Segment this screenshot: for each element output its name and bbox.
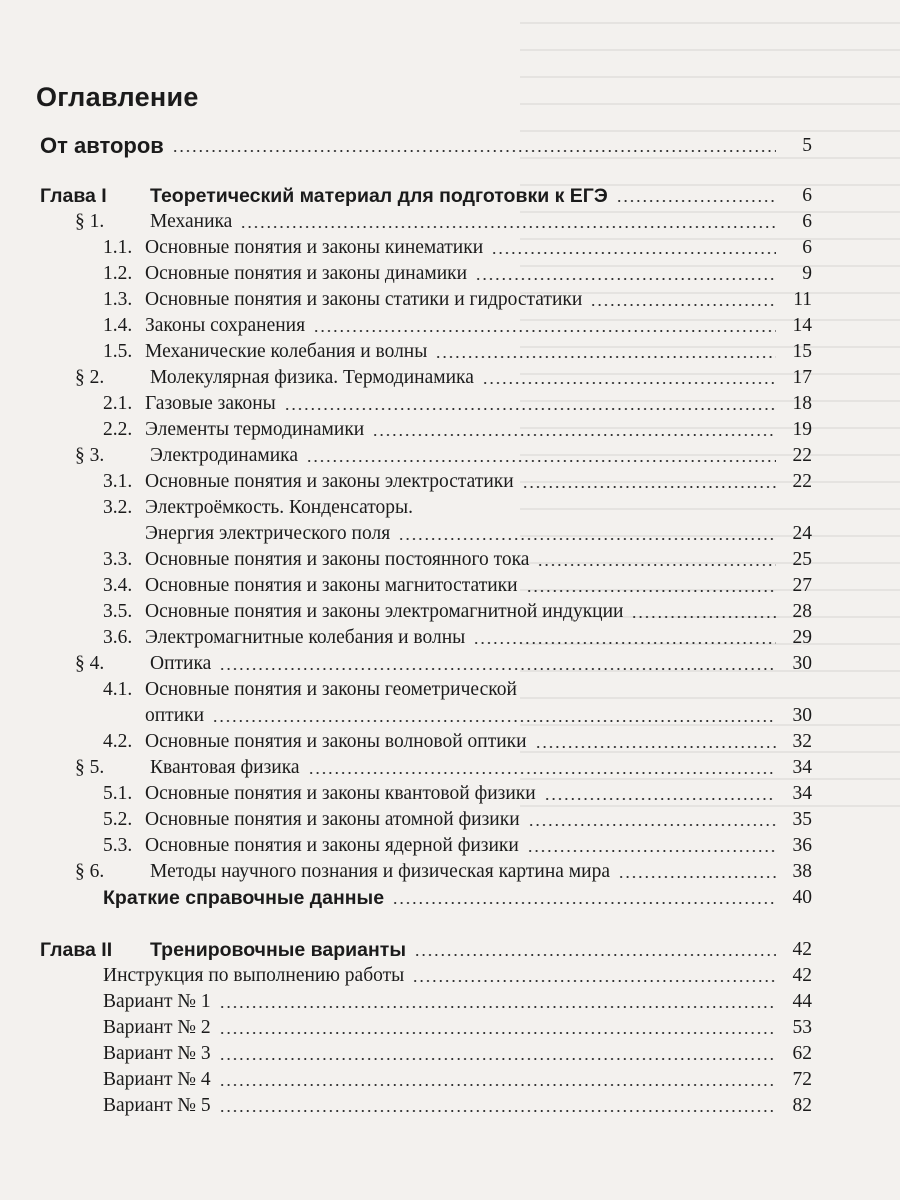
toc-entry — [0, 1092, 900, 1118]
toc-entry-title: Тренировочные варианты — [150, 939, 406, 961]
toc-entry-number: 1.4. — [103, 315, 133, 336]
toc-entry — [0, 312, 900, 338]
toc-entry-title: Основные понятия и законы магнитостатики — [145, 575, 518, 596]
toc-entry-title: Вариант № 2 — [103, 1017, 211, 1038]
toc-entry — [0, 338, 900, 364]
toc-entry-page: 6 — [802, 237, 812, 258]
dot-leader — [482, 382, 776, 384]
toc-entry — [0, 624, 900, 650]
toc-entry-number: Глава I — [40, 185, 107, 207]
toc-entry — [0, 1066, 900, 1092]
toc-entry — [0, 286, 900, 312]
dot-leader — [522, 486, 776, 488]
dot-leader — [526, 590, 776, 592]
toc-entry-page: 42 — [792, 965, 812, 986]
toc-entry-title: Оптика — [150, 653, 212, 674]
toc-entry-page: 62 — [792, 1043, 812, 1064]
toc-entry-page: 28 — [792, 601, 812, 622]
toc-entry — [0, 702, 900, 728]
toc-entry-title: Законы сохранения — [145, 315, 306, 336]
toc-entry-number: 1.2. — [103, 263, 133, 284]
toc-entry — [0, 390, 900, 416]
dot-leader — [435, 356, 776, 358]
toc-entry-title: Краткие справочные данные — [103, 887, 385, 909]
toc-entry-title: Основные понятия и законы ядерной физики — [145, 835, 519, 856]
toc-entry — [0, 234, 900, 260]
toc-entry — [0, 884, 900, 910]
toc-entry — [0, 1040, 900, 1066]
toc-entry-title: Газовые законы — [145, 393, 276, 414]
toc-entry-title: Механические колебания и волны — [145, 341, 428, 362]
toc-entry-number: Глава II — [40, 939, 113, 961]
toc-entry-number: 4.2. — [103, 731, 133, 752]
dot-leader — [219, 1032, 776, 1034]
toc-entry-page: 18 — [792, 393, 812, 414]
toc-entry-number: 5.1. — [103, 783, 133, 804]
toc-entry-page: 44 — [792, 991, 812, 1012]
toc-entry-title: Энергия электрического поля — [145, 523, 391, 544]
toc-entry — [0, 182, 900, 208]
toc-entry-number: 4.1. — [103, 679, 133, 700]
toc-entry-page: 25 — [792, 549, 812, 570]
toc-entry-page: 24 — [792, 523, 812, 544]
dot-leader — [219, 668, 776, 670]
dot-leader — [544, 798, 776, 800]
toc-entry-page: 82 — [792, 1095, 812, 1116]
toc-entry-title: Основные понятия и законы волновой оптики — [145, 731, 527, 752]
toc-entry-title: Механика — [150, 211, 233, 232]
toc-entry — [0, 364, 900, 390]
dot-leader — [491, 252, 776, 254]
dot-leader — [398, 538, 776, 540]
toc-entry-page: 34 — [792, 757, 812, 778]
toc-entry-number: 1.5. — [103, 341, 133, 362]
page-title: Оглавление — [36, 82, 199, 112]
toc-entry-page: 19 — [792, 419, 812, 440]
toc-entry-title: Основные понятия и законы постоянного тока — [145, 549, 530, 570]
toc-entry-page: 6 — [802, 211, 812, 232]
toc-entry-number: § 1. — [75, 211, 105, 232]
toc-entry — [0, 468, 900, 494]
toc-entry — [0, 1014, 900, 1040]
dot-leader — [616, 200, 776, 202]
toc-entry — [0, 780, 900, 806]
toc-entry-page: 15 — [792, 341, 812, 362]
toc-entry-title: Теоретический материал для подготовки к ЕГЭ — [150, 185, 608, 207]
dot-leader — [372, 434, 776, 436]
toc-entry-number: 1.3. — [103, 289, 133, 310]
toc-entry-title: От авторов — [40, 133, 164, 158]
toc-entry — [0, 546, 900, 572]
toc-entry — [0, 650, 900, 676]
dot-leader — [212, 720, 776, 722]
toc-entry-page: 29 — [792, 627, 812, 648]
toc-entry — [0, 806, 900, 832]
dot-leader — [308, 772, 776, 774]
dot-leader — [313, 330, 776, 332]
toc-entry-title: Основные понятия и законы геометрической — [145, 679, 517, 700]
toc-entry-number: 3.1. — [103, 471, 133, 492]
toc-entry — [0, 442, 900, 468]
toc-entry — [0, 132, 900, 158]
toc-entry-title: Основные понятия и законы электростатики — [145, 471, 514, 492]
dot-leader — [306, 460, 776, 462]
dot-leader — [535, 746, 776, 748]
toc-entry-page: 30 — [792, 705, 812, 726]
toc-entry-number: 2.1. — [103, 393, 133, 414]
toc-entry — [0, 260, 900, 286]
toc-entry-page: 40 — [792, 887, 812, 908]
toc-entry-number: § 2. — [75, 367, 105, 388]
toc-entry-title: Вариант № 4 — [103, 1069, 211, 1090]
dot-leader — [537, 564, 776, 566]
dot-leader — [528, 824, 776, 826]
dot-leader — [219, 1084, 776, 1086]
toc-entry-page: 53 — [792, 1017, 812, 1038]
toc-entry-page: 35 — [792, 809, 812, 830]
toc-entry-number: 3.6. — [103, 627, 133, 648]
dot-leader — [392, 902, 776, 904]
dot-leader — [219, 1110, 776, 1112]
toc-entry-title: Молекулярная физика. Термодинамика — [150, 367, 474, 388]
toc-entry-title: Вариант № 5 — [103, 1095, 211, 1116]
toc-entry-title: Основные понятия и законы динамики — [145, 263, 468, 284]
toc-entry — [0, 832, 900, 858]
toc-entry-page: 34 — [792, 783, 812, 804]
toc-entry-number: 3.5. — [103, 601, 133, 622]
toc-entry-page: 42 — [792, 939, 812, 960]
toc-entry — [0, 416, 900, 442]
toc-entry-title: Методы научного познания и физическая картина мира — [150, 861, 610, 882]
toc-entry — [0, 494, 900, 520]
dot-leader — [240, 226, 776, 228]
toc-entry-page: 6 — [802, 185, 812, 206]
toc-entry — [0, 728, 900, 754]
toc-entry-number: § 6. — [75, 861, 105, 882]
toc-entry-page: 22 — [792, 445, 812, 466]
toc-entry-title: Элементы термодинамики — [145, 419, 365, 440]
toc-entry-page: 36 — [792, 835, 812, 856]
toc-entry-page: 32 — [792, 731, 812, 752]
dot-leader — [412, 980, 776, 982]
dot-leader — [219, 1006, 776, 1008]
toc-entry-page: 30 — [792, 653, 812, 674]
toc-entry-title: Основные понятия и законы атомной физики — [145, 809, 520, 830]
dot-leader — [284, 408, 776, 410]
toc-entry-number: § 5. — [75, 757, 105, 778]
toc-entry — [0, 988, 900, 1014]
toc-entry-title: Основные понятия и законы кинематики — [145, 237, 484, 258]
toc-entry-number: § 4. — [75, 653, 105, 674]
toc-entry-title: Квантовая физика — [150, 757, 300, 778]
toc-entry-page: 22 — [792, 471, 812, 492]
toc-entry-title: Вариант № 1 — [103, 991, 211, 1012]
toc-entry — [0, 858, 900, 884]
toc-entry-page: 5 — [802, 135, 812, 156]
toc-entry-title: Основные понятия и законы статики и гидростатики — [145, 289, 583, 310]
toc-entry-title: Основные понятия и законы квантовой физики — [145, 783, 536, 804]
toc-entry — [0, 572, 900, 598]
toc-entry-page: 27 — [792, 575, 812, 596]
toc-entry-number: 3.4. — [103, 575, 133, 596]
dot-leader — [172, 150, 776, 152]
toc-entry-number: § 3. — [75, 445, 105, 466]
toc-entry-number: 1.1. — [103, 237, 133, 258]
dot-leader — [631, 616, 776, 618]
toc-entry-title: Электродинамика — [150, 445, 298, 466]
toc-entry-page: 38 — [792, 861, 812, 882]
dot-leader — [527, 850, 776, 852]
toc-entry-number: 2.2. — [103, 419, 133, 440]
toc-entry-number: 3.3. — [103, 549, 133, 570]
toc-entry-title: Электроёмкость. Конденсаторы. — [145, 497, 414, 518]
dot-leader — [590, 304, 776, 306]
dot-leader — [219, 1058, 776, 1060]
toc-entry-title: Инструкция по выполнению работы — [103, 965, 405, 986]
toc-entry — [0, 520, 900, 546]
toc-entry — [0, 676, 900, 702]
dot-leader — [414, 954, 776, 956]
toc-entry-number: 5.3. — [103, 835, 133, 856]
toc-entry-title: Вариант № 3 — [103, 1043, 211, 1064]
toc-entry-page: 9 — [802, 263, 812, 284]
toc-entry — [0, 208, 900, 234]
toc-entry-title: оптики — [145, 705, 205, 726]
toc-entry-title: Электромагнитные колебания и волны — [145, 627, 466, 648]
dot-leader — [618, 876, 776, 878]
dot-leader — [475, 278, 776, 280]
toc-entry-page: 14 — [792, 315, 812, 336]
toc-entry — [0, 962, 900, 988]
toc-entry-number: 3.2. — [103, 497, 133, 518]
toc-entry — [0, 936, 900, 962]
toc-entry-title: Основные понятия и законы электромагнитной индукции — [145, 601, 624, 622]
dot-leader — [473, 642, 776, 644]
toc-entry-page: 72 — [792, 1069, 812, 1090]
toc-entry — [0, 598, 900, 624]
toc-entry-page: 11 — [793, 289, 812, 310]
toc-entry-page: 17 — [792, 367, 812, 388]
toc-entry — [0, 754, 900, 780]
toc-entry-number: 5.2. — [103, 809, 133, 830]
